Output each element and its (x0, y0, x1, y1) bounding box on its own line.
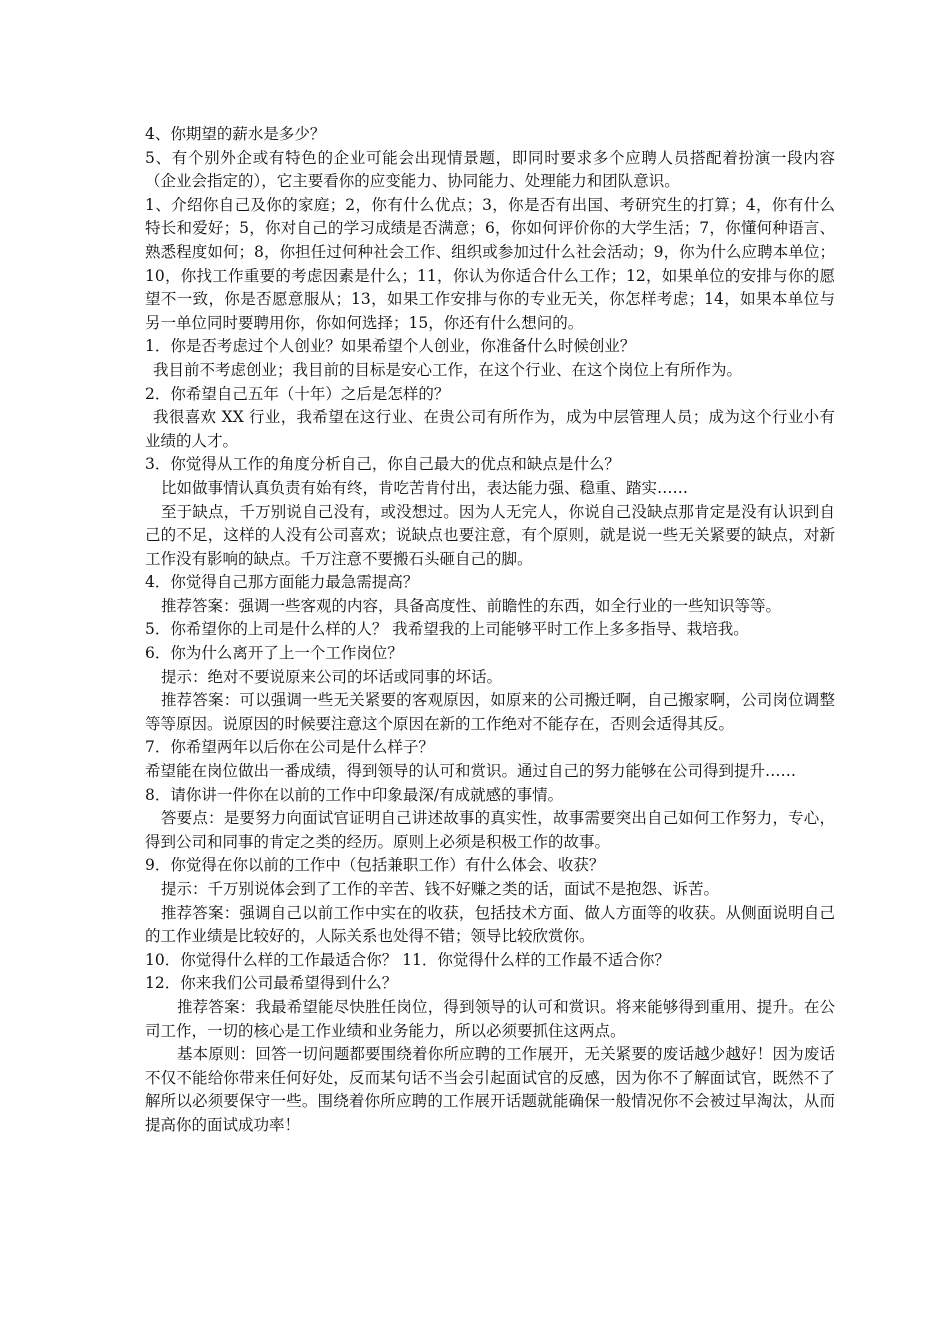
paragraph: 4．你觉得自己那方面能力最急需提高？ (145, 573, 419, 592)
paragraph: 我目前不考虑创业；我目前的目标是安心工作，在这个行业、在这个岗位上有所作为。 (153, 360, 743, 379)
paragraph: 4、你期望的薪水是多少？ (145, 125, 326, 143)
paragraph: 9．你觉得在你以前的工作中（包括兼职工作）有什么体会、收获？ (145, 856, 605, 875)
paragraph: 1、介绍你自己及你的家庭；2，你有什么优点；3，你是否有出国、考研究生的打算；4，你有什么特长和爱好；5，你对自己的学习成绩是否满意；6，你如何评价你的大学生活；7，你懂何种语言、熟悉程度如何；8，你担任过何种社会工作、组织或参加过什么社会活动；9，你为什么应聘本单位；10，你找工作重要的考虑因素是什么；11，你认为你适合什么工作；12，如果单位的安排与你的愿望不一致，你是否愿意服从；13，如果工作安排与你的专业无关，你怎样考虑；14，如果本单位与另一单位同时要聘用你，你如何选择；15，你还有什么想问的。 (145, 195, 835, 332)
paragraph: 推荐答案：强调自己以前工作中实在的收获，包括技术方面、做人方面等的收获。从侧面说明自己的工作业绩是比较好的，人际关系也处得不错；领导比较欣赏你。 (145, 903, 835, 946)
paragraph: 1．你是否考虑过个人创业？如果希望个人创业，你准备什么时候创业？ (145, 337, 636, 356)
paragraph: 2．你希望自己五年（十年）之后是怎样的？ (145, 384, 450, 403)
paragraph: 提示：绝对不要说原来公司的坏话或同事的坏话。 (161, 667, 503, 686)
paragraph: 推荐答案：我最希望能尽快胜任岗位，得到领导的认可和赏识。将来能够得到重用、提升。在公司工作，一切的核心是工作业绩和业务能力，所以必须要抓住这两点。 (145, 997, 835, 1040)
paragraph: 3．你觉得从工作的角度分析自己，你自己最大的优点和缺点是什么？ (145, 455, 620, 474)
paragraph: 7．你希望两年以后你在公司是什么样子？ (145, 738, 434, 757)
paragraph: 我很喜欢 XX 行业，我希望在这行业、在贵公司有所作为，成为中层管理人员；成为这个行业小有业绩的人才。 (145, 408, 835, 450)
paragraph: 答要点：是要努力向面试官证明自己讲述故事的真实性，故事需要突出自己如何工作努力，专心，得到公司和同事的肯定之类的经历。原则上必须是积极工作的故事。 (145, 809, 835, 851)
paragraph: 10．你觉得什么样的工作最适合你？ 11．你觉得什么样的工作最不适合你？ (145, 950, 670, 969)
paragraph: 5、有个别外企或有特色的企业可能会出现情景题，即同时要求多个应聘人员搭配着扮演一段内容（企业会指定的），它主要看你的应变能力、协同能力、处理能力和团队意识。 (145, 148, 835, 191)
paragraph: 推荐答案：可以强调一些无关紧要的客观原因，如原来的公司搬迁啊，自己搬家啊，公司岗位调整等等原因。说原因的时候要注意这个原因在新的工作绝对不能存在，否则会适得其反。 (145, 691, 835, 733)
paragraph: 6．你为什么离开了上一个工作岗位？ (145, 644, 403, 663)
document-body (145, 123, 835, 1138)
paragraph: 比如做事情认真负责有始有终，肯吃苦肯付出，表达能力强、稳重、踏实…… (161, 478, 689, 497)
paragraph: 8．请你讲一件你在以前的工作中印象最深/有成就感的事情。 (145, 785, 564, 804)
paragraph: 基本原则：回答一切问题都要围绕着你所应聘的工作展开，无关紧要的废话越少越好！因为废话不仅不能给你带来任何好处，反而某句话不当会引起面试官的反感，因为你不了解面试官，既然不了解所以必须要保守一些。围绕着你所应聘的工作展开话题就能确保一般情况你不会被过早淘汰，从而提高你的面试成功率！ (145, 1045, 835, 1134)
paragraph: 推荐答案：强调一些客观的内容，具备高度性、前瞻性的东西，如全行业的一些知识等等。 (161, 596, 782, 615)
paragraph: 至于缺点，千万别说自己没有，或没想过。因为人无完人，你说自己没缺点那肯定是没有认识到自己的不足，这样的人没有公司喜欢；说缺点也要注意，有个原则，就是说一些无关紧要的缺点，对新工作没有影响的缺点。千万注意不要搬石头砸自己的脚。 (145, 502, 835, 568)
paragraph: 希望能在岗位做出一番成绩，得到领导的认可和赏识。通过自己的努力能够在公司得到提升…… (145, 762, 797, 781)
paragraph: 提示：千万别说体会到了工作的辛苦、钱不好赚之类的话，面试不是抱怨、诉苦。 (161, 880, 720, 898)
paragraph: 5．你希望你的上司是什么样的人？ 我希望我的上司能够平时工作上多多指导、栽培我。 (145, 620, 749, 639)
paragraph: 12．你来我们公司最希望得到什么？ (145, 974, 398, 993)
